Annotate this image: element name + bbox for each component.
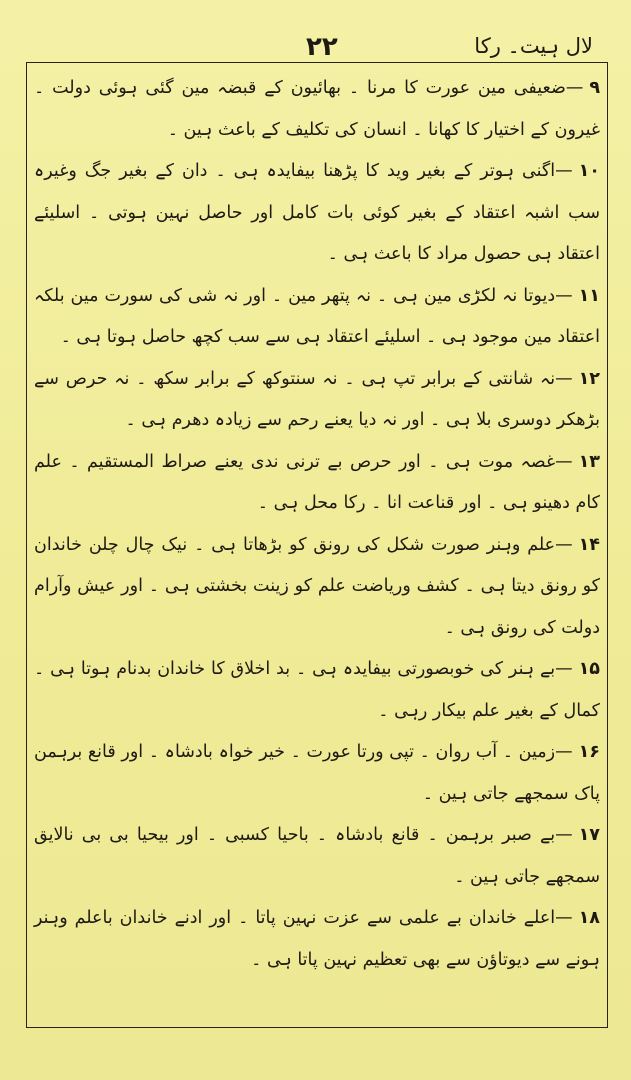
entry-9: ۹—ضعیفی مین عورت کا مرنا ۔ بھائیون کے قبضہ مین گئی ہوئی دولت ۔ غیرون کے اختیار کا کھانا ۔ انسان کی تکلیف کے باعث ہین ۔ <box>34 78 600 140</box>
entry-number: ۱۷ <box>578 825 600 845</box>
entry-text: اعلے خاندان بے علمی سے عزت نہین پاتا ۔ اور ادنے خاندان باعلم وہنر ہونے سے دیوتاؤن سے بھی تعظیم نہین پاتا ہی ۔ <box>34 908 600 970</box>
entry-text: علم وہنر صورت شکل کی رونق کو بڑھاتا ہی ۔ نیک چال چلن خاندان کو رونق دیتا ہی ۔ کشف وریاضت علم کو زینت بخشتی ہی ۔ اور عیش وآرام دولت کی رونق ہی ۔ <box>34 534 600 638</box>
entry-12: ۱۲—نہ شانتی کے برابر تپ ہی ۔ نہ سنتوکھ کے برابر سکھ ۔ نہ حرص سے بڑھکر دوسری بلا ہی ۔ اور نہ دیا یعنے رحم سے زیادہ دھرم ہی ۔ <box>34 368 600 430</box>
entry-number: ۱۳ <box>578 451 600 472</box>
entry-number: ۱۰ <box>578 161 600 181</box>
entry-text: اگنی ہوتر کے بغیر وید کا پڑھنا بیفایدہ ہی ۔ دان کے بغیر جگ وغیرہ سب اشبہ اعتقاد کے بغیر کوئی بات کامل اور حاصل نہین ہوتی ۔ اسلیئے اعتقاد ہی حصول مراد کا باعث ہی ۔ <box>34 161 600 264</box>
page-header <box>26 32 605 62</box>
entry-text: نہ شانتی کے برابر تپ ہی ۔ نہ سنتوکھ کے برابر سکھ ۔ نہ حرص سے بڑھکر دوسری بلا ہی ۔ اور نہ دیا یعنے رحم سے زیادہ دھرم ہی ۔ <box>34 368 600 430</box>
entry-number: ۱۵ <box>578 659 600 679</box>
entry-text: زمین ۔ آب روان ۔ تپی ورتا عورت ۔ خیر خواہ بادشاہ ۔ اور قانع برہمن پاک سمجھے جاتی ہین ۔ <box>34 742 600 804</box>
entry-number: ۱۱ <box>578 285 600 306</box>
entry-17: ۱۷—بے صبر برہمن ۔ قانع بادشاہ ۔ باحیا کسبی ۔ اور بیحیا بی بی نالایق سمجھے جاتی ہین ۔ <box>34 825 600 887</box>
entry-10: ۱۰—اگنی ہوتر کے بغیر وید کا پڑھنا بیفایدہ ہی ۔ دان کے بغیر جگ وغیرہ سب اشبہ اعتقاد کے بغیر کوئی بات کامل اور حاصل نہین ہوتی ۔ اسلیئے اعتقاد ہی حصول مراد کا باعث ہی ۔ <box>34 161 600 264</box>
entry-11: ۱۱—دیوتا نہ لکڑی مین ہی ۔ نہ پتھر مین ۔ اور نہ شی کی سورت مین بلکہ اعتقاد مین موجود ہی ۔ اسلیئے اعتقاد ہی سے سب کچھ حاصل ہوتا ہی ۔ <box>34 285 600 347</box>
entry-18: ۱۸—اعلے خاندان بے علمی سے عزت نہین پاتا ۔ اور ادنے خاندان باعلم وہنر ہونے سے دیوتاؤن سے بھی تعظیم نہین پاتا ہی ۔ <box>34 908 600 970</box>
entry-number: ۱۶ <box>578 742 600 762</box>
entry-number: ۱۸ <box>578 908 600 928</box>
entry-number: ۹ <box>589 78 600 98</box>
entry-number: ۱۲ <box>578 368 600 389</box>
entry-text: غصہ موت ہی ۔ اور حرص بے ترنی ندی یعنے صراط المستقیم ۔ علم کام دھینو ہی ۔ اور قناعت انا ۔ رکا محل ہی ۔ <box>34 451 600 513</box>
entry-16: ۱۶—زمین ۔ آب روان ۔ تپی ورتا عورت ۔ خیر خواہ بادشاہ ۔ اور قانع برہمن پاک سمجھے جاتی ہین ۔ <box>34 742 600 804</box>
entry-text: دیوتا نہ لکڑی مین ہی ۔ نہ پتھر مین ۔ اور نہ شی کی سورت مین بلکہ اعتقاد مین موجود ہی ۔ اسلیئے اعتقاد ہی سے سب کچھ حاصل ہوتا ہی ۔ <box>34 285 600 347</box>
running-title: لال ہیت۔ رکا <box>474 34 593 58</box>
entry-13: ۱۳—غصہ موت ہی ۔ اور حرص بے ترنی ندی یعنے صراط المستقیم ۔ علم کام دھینو ہی ۔ اور قناعت انا ۔ رکا محل ہی ۔ <box>34 451 600 513</box>
entry-text: بے صبر برہمن ۔ قانع بادشاہ ۔ باحیا کسبی ۔ اور بیحیا بی بی نالایق سمجھے جاتی ہین ۔ <box>34 825 600 887</box>
entry-text: بے ہنر کی خوبصورتی بیفایدہ ہی ۔ بد اخلاق کا خاندان بدنام ہوتا ہی ۔ کمال کے بغیر علم بیکار رہی ۔ <box>34 659 600 721</box>
entry-number: ۱۴ <box>578 534 600 555</box>
page-number: ۲۲ <box>306 32 338 62</box>
entry-14: ۱۴—علم وہنر صورت شکل کی رونق کو بڑھاتا ہی ۔ نیک چال چلن خاندان کو رونق دیتا ہی ۔ کشف وریاضت علم کو زینت بخشتی ہی ۔ اور عیش وآرام دولت کی رونق ہی ۔ <box>34 534 600 638</box>
entry-text: ضعیفی مین عورت کا مرنا ۔ بھائیون کے قبضہ مین گئی ہوئی دولت ۔ غیرون کے اختیار کا کھانا ۔ انسان کی تکلیف کے باعث ہین ۔ <box>34 78 600 140</box>
page-body <box>30 68 604 1024</box>
entry-15: ۱۵—بے ہنر کی خوبصورتی بیفایدہ ہی ۔ بد اخلاق کا خاندان بدنام ہوتا ہی ۔ کمال کے بغیر علم بیکار رہی ۔ <box>34 659 600 721</box>
